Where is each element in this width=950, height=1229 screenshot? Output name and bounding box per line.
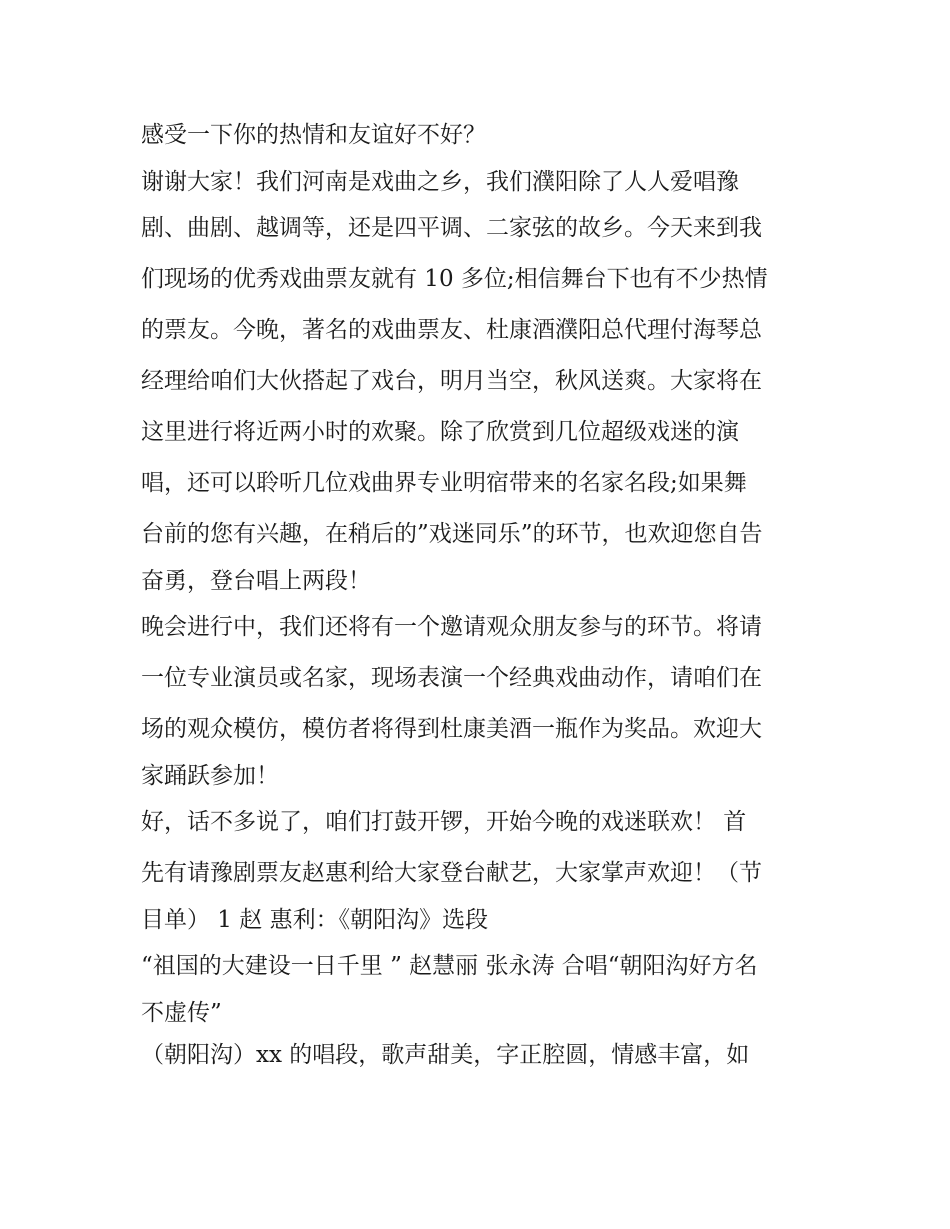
text-line: 谢谢大家！我们河南是戏曲之乡，我们濮阳除了人人爱唱豫 [141,169,739,195]
text-line: 不虚传” [141,1000,222,1026]
text-line: 唱，还可以聆听几位戏曲界专业明宿带来的名家名段;如果舞 [141,470,747,496]
document-body [141,110,821,1076]
text-line: 的票友。今晚，著名的戏曲票友、杜康酒濮阳总代理付海琴总 [141,317,762,343]
text-line: 感受一下你的热情和友谊好不好？ [141,122,486,148]
text-line: 剧、曲剧、越调等，还是四平调、二家弦的故乡。今天来到我 [141,215,762,241]
text-line: 家踊跃参加！ [141,763,279,789]
text-line: 场的观众模仿，模仿者将得到杜康美酒一瓶作为奖品。欢迎大 [141,716,762,742]
text-line: 们现场的优秀戏曲票友就有 10 多位;相信舞台下也有不少热情 [141,266,768,292]
text-line: 奋勇，登台唱上两段！ [141,568,371,594]
text-line: 目单） 1 赵 惠利：《朝阳沟》选段 [141,907,489,933]
text-line: 这里进行将近两小时的欢聚。除了欣赏到几位超级戏迷的演 [141,419,739,445]
text-line: （朝阳沟）xx 的唱段，歌声甜美，字正腔圆，情感丰富，如 [141,1042,750,1068]
text-line: 台前的您有兴趣，在稍后的”戏迷同乐”的环节，也欢迎您自告 [141,521,763,547]
text-line: 经理给咱们大伙搭起了戏台，明月当空，秋风送爽。大家将在 [141,368,762,394]
text-line: 一位专业演员或名家，现场表演一个经典戏曲动作，请咱们在 [141,665,762,691]
text-line: “祖国的大建设一日千里 ” 赵慧丽 张永涛 合唱“朝阳沟好方名 [141,953,758,979]
text-line: 晚会进行中，我们还将有一个邀请观众朋友参与的环节。将请 [141,614,762,640]
text-line: 好，话不多说了，咱们打鼓开锣，开始今晚的戏迷联欢！ 首 [141,809,747,835]
text-line: 先有请豫剧票友赵惠利给大家登台献艺，大家掌声欢迎！（节 [141,860,762,886]
